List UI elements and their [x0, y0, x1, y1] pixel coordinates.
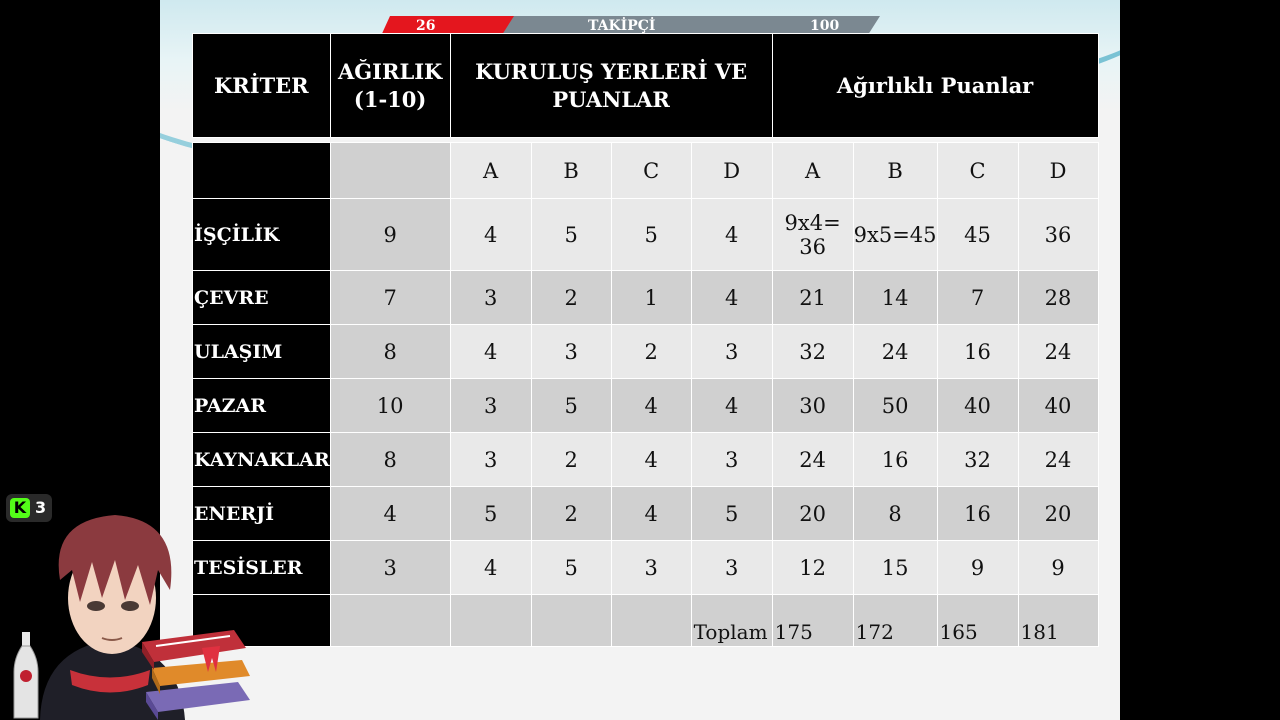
location-score-cell: 4	[450, 325, 531, 379]
sub-header-cell: C	[937, 143, 1018, 199]
kick-logo-icon: K	[10, 498, 30, 518]
location-score-cell: 4	[691, 379, 772, 433]
location-score-cell: 3	[611, 541, 691, 595]
weighted-score-cell: 16	[937, 487, 1018, 541]
follower-goal: 100	[810, 18, 840, 34]
weighted-score-cell: 8	[853, 487, 937, 541]
weighted-score-cell: 9x5=45	[853, 199, 937, 271]
criterion-cell: İŞÇİLİK	[193, 199, 331, 271]
total-row	[193, 595, 1099, 647]
header-weight: AĞIRLIK (1-10)	[330, 34, 450, 138]
location-scoring-table	[192, 33, 1099, 647]
location-score-cell: 3	[691, 325, 772, 379]
weight-cell: 9	[330, 199, 450, 271]
criterion-cell: KAYNAKLAR	[193, 433, 331, 487]
criterion-cell: PAZAR	[193, 379, 331, 433]
weighted-score-cell: 32	[937, 433, 1018, 487]
location-score-cell: 5	[611, 199, 691, 271]
total-blank	[330, 595, 450, 647]
follower-current: 26	[416, 18, 436, 34]
total-value: 175	[772, 595, 853, 647]
weighted-score-cell: 50	[853, 379, 937, 433]
weighted-score-cell: 16	[853, 433, 937, 487]
location-score-cell: 4	[691, 271, 772, 325]
follower-label: TAKİPÇİ	[588, 18, 656, 34]
weighted-score-cell: 36	[1018, 199, 1098, 271]
weighted-score-cell: 21	[772, 271, 853, 325]
weighted-score-cell: 40	[1018, 379, 1098, 433]
weighted-score-cell: 32	[772, 325, 853, 379]
location-score-cell: 4	[611, 433, 691, 487]
location-score-cell: 3	[691, 433, 772, 487]
table-row	[193, 433, 1099, 487]
location-score-cell: 5	[450, 487, 531, 541]
weighted-score-cell: 14	[853, 271, 937, 325]
weighted-score-cell: 9x4= 36	[772, 199, 853, 271]
location-score-cell: 2	[531, 487, 611, 541]
table-row	[193, 379, 1099, 433]
criterion-cell: ULAŞIM	[193, 325, 331, 379]
location-score-cell: 5	[531, 379, 611, 433]
table-row	[193, 487, 1099, 541]
weighted-score-cell: 24	[1018, 433, 1098, 487]
viewer-count: 3	[35, 498, 47, 517]
total-blank	[531, 595, 611, 647]
criterion-cell: ENERJİ	[193, 487, 331, 541]
weight-cell: 10	[330, 379, 450, 433]
header-locations: KURULUŞ YERLERİ VE PUANLAR	[450, 34, 772, 138]
table-row	[193, 325, 1099, 379]
weight-cell: 4	[330, 487, 450, 541]
sub-header-blank	[193, 143, 331, 199]
weight-cell: 8	[330, 325, 450, 379]
bottle-sticker-image	[12, 632, 40, 720]
location-score-cell: 5	[691, 487, 772, 541]
location-score-cell: 2	[531, 271, 611, 325]
location-score-cell: 4	[611, 379, 691, 433]
table-row	[193, 199, 1099, 271]
total-label: Toplam	[691, 595, 772, 647]
total-value: 165	[937, 595, 1018, 647]
location-score-cell: 5	[531, 199, 611, 271]
sub-header-cell: A	[772, 143, 853, 199]
sub-header-cell: A	[450, 143, 531, 199]
weighted-score-cell: 9	[1018, 541, 1098, 595]
location-score-cell: 3	[691, 541, 772, 595]
location-score-cell: 2	[611, 325, 691, 379]
books-sticker-image	[138, 612, 258, 720]
weighted-score-cell: 9	[937, 541, 1018, 595]
weighted-score-cell: 20	[1018, 487, 1098, 541]
weighted-score-cell: 24	[853, 325, 937, 379]
weight-cell: 3	[330, 541, 450, 595]
weighted-score-cell: 45	[937, 199, 1018, 271]
header-criterion: KRİTER	[193, 34, 331, 138]
weighted-score-cell: 24	[772, 433, 853, 487]
weighted-score-cell: 15	[853, 541, 937, 595]
total-blank	[450, 595, 531, 647]
weighted-score-cell: 12	[772, 541, 853, 595]
location-score-cell: 2	[531, 433, 611, 487]
weighted-score-cell: 20	[772, 487, 853, 541]
location-score-cell: 3	[531, 325, 611, 379]
sub-header-row	[193, 143, 1099, 199]
location-score-cell: 5	[531, 541, 611, 595]
sub-header-cell: C	[611, 143, 691, 199]
location-score-cell: 3	[450, 379, 531, 433]
table-row	[193, 271, 1099, 325]
weighted-score-cell: 7	[937, 271, 1018, 325]
weighted-score-cell: 30	[772, 379, 853, 433]
criterion-cell: TESİSLER	[193, 541, 331, 595]
weight-cell: 8	[330, 433, 450, 487]
total-blank	[611, 595, 691, 647]
sub-header-cell: B	[853, 143, 937, 199]
weight-cell: 7	[330, 271, 450, 325]
location-score-cell: 4	[611, 487, 691, 541]
sub-header-cell: D	[691, 143, 772, 199]
location-score-cell: 1	[611, 271, 691, 325]
header-weighted-scores: Ağırlıklı Puanlar	[772, 34, 1098, 138]
weighted-score-cell: 28	[1018, 271, 1098, 325]
weighted-score-cell: 16	[937, 325, 1018, 379]
total-value: 172	[853, 595, 937, 647]
sub-header-cell: B	[531, 143, 611, 199]
location-score-cell: 3	[450, 271, 531, 325]
total-value: 181	[1018, 595, 1098, 647]
location-score-cell: 4	[450, 541, 531, 595]
location-score-cell: 4	[450, 199, 531, 271]
sub-header-blank	[330, 143, 450, 199]
weighted-score-cell: 40	[937, 379, 1018, 433]
location-score-cell: 3	[450, 433, 531, 487]
criterion-cell: ÇEVRE	[193, 271, 331, 325]
table-row	[193, 541, 1099, 595]
weighted-score-cell: 24	[1018, 325, 1098, 379]
location-score-cell: 4	[691, 199, 772, 271]
sub-header-cell: D	[1018, 143, 1098, 199]
